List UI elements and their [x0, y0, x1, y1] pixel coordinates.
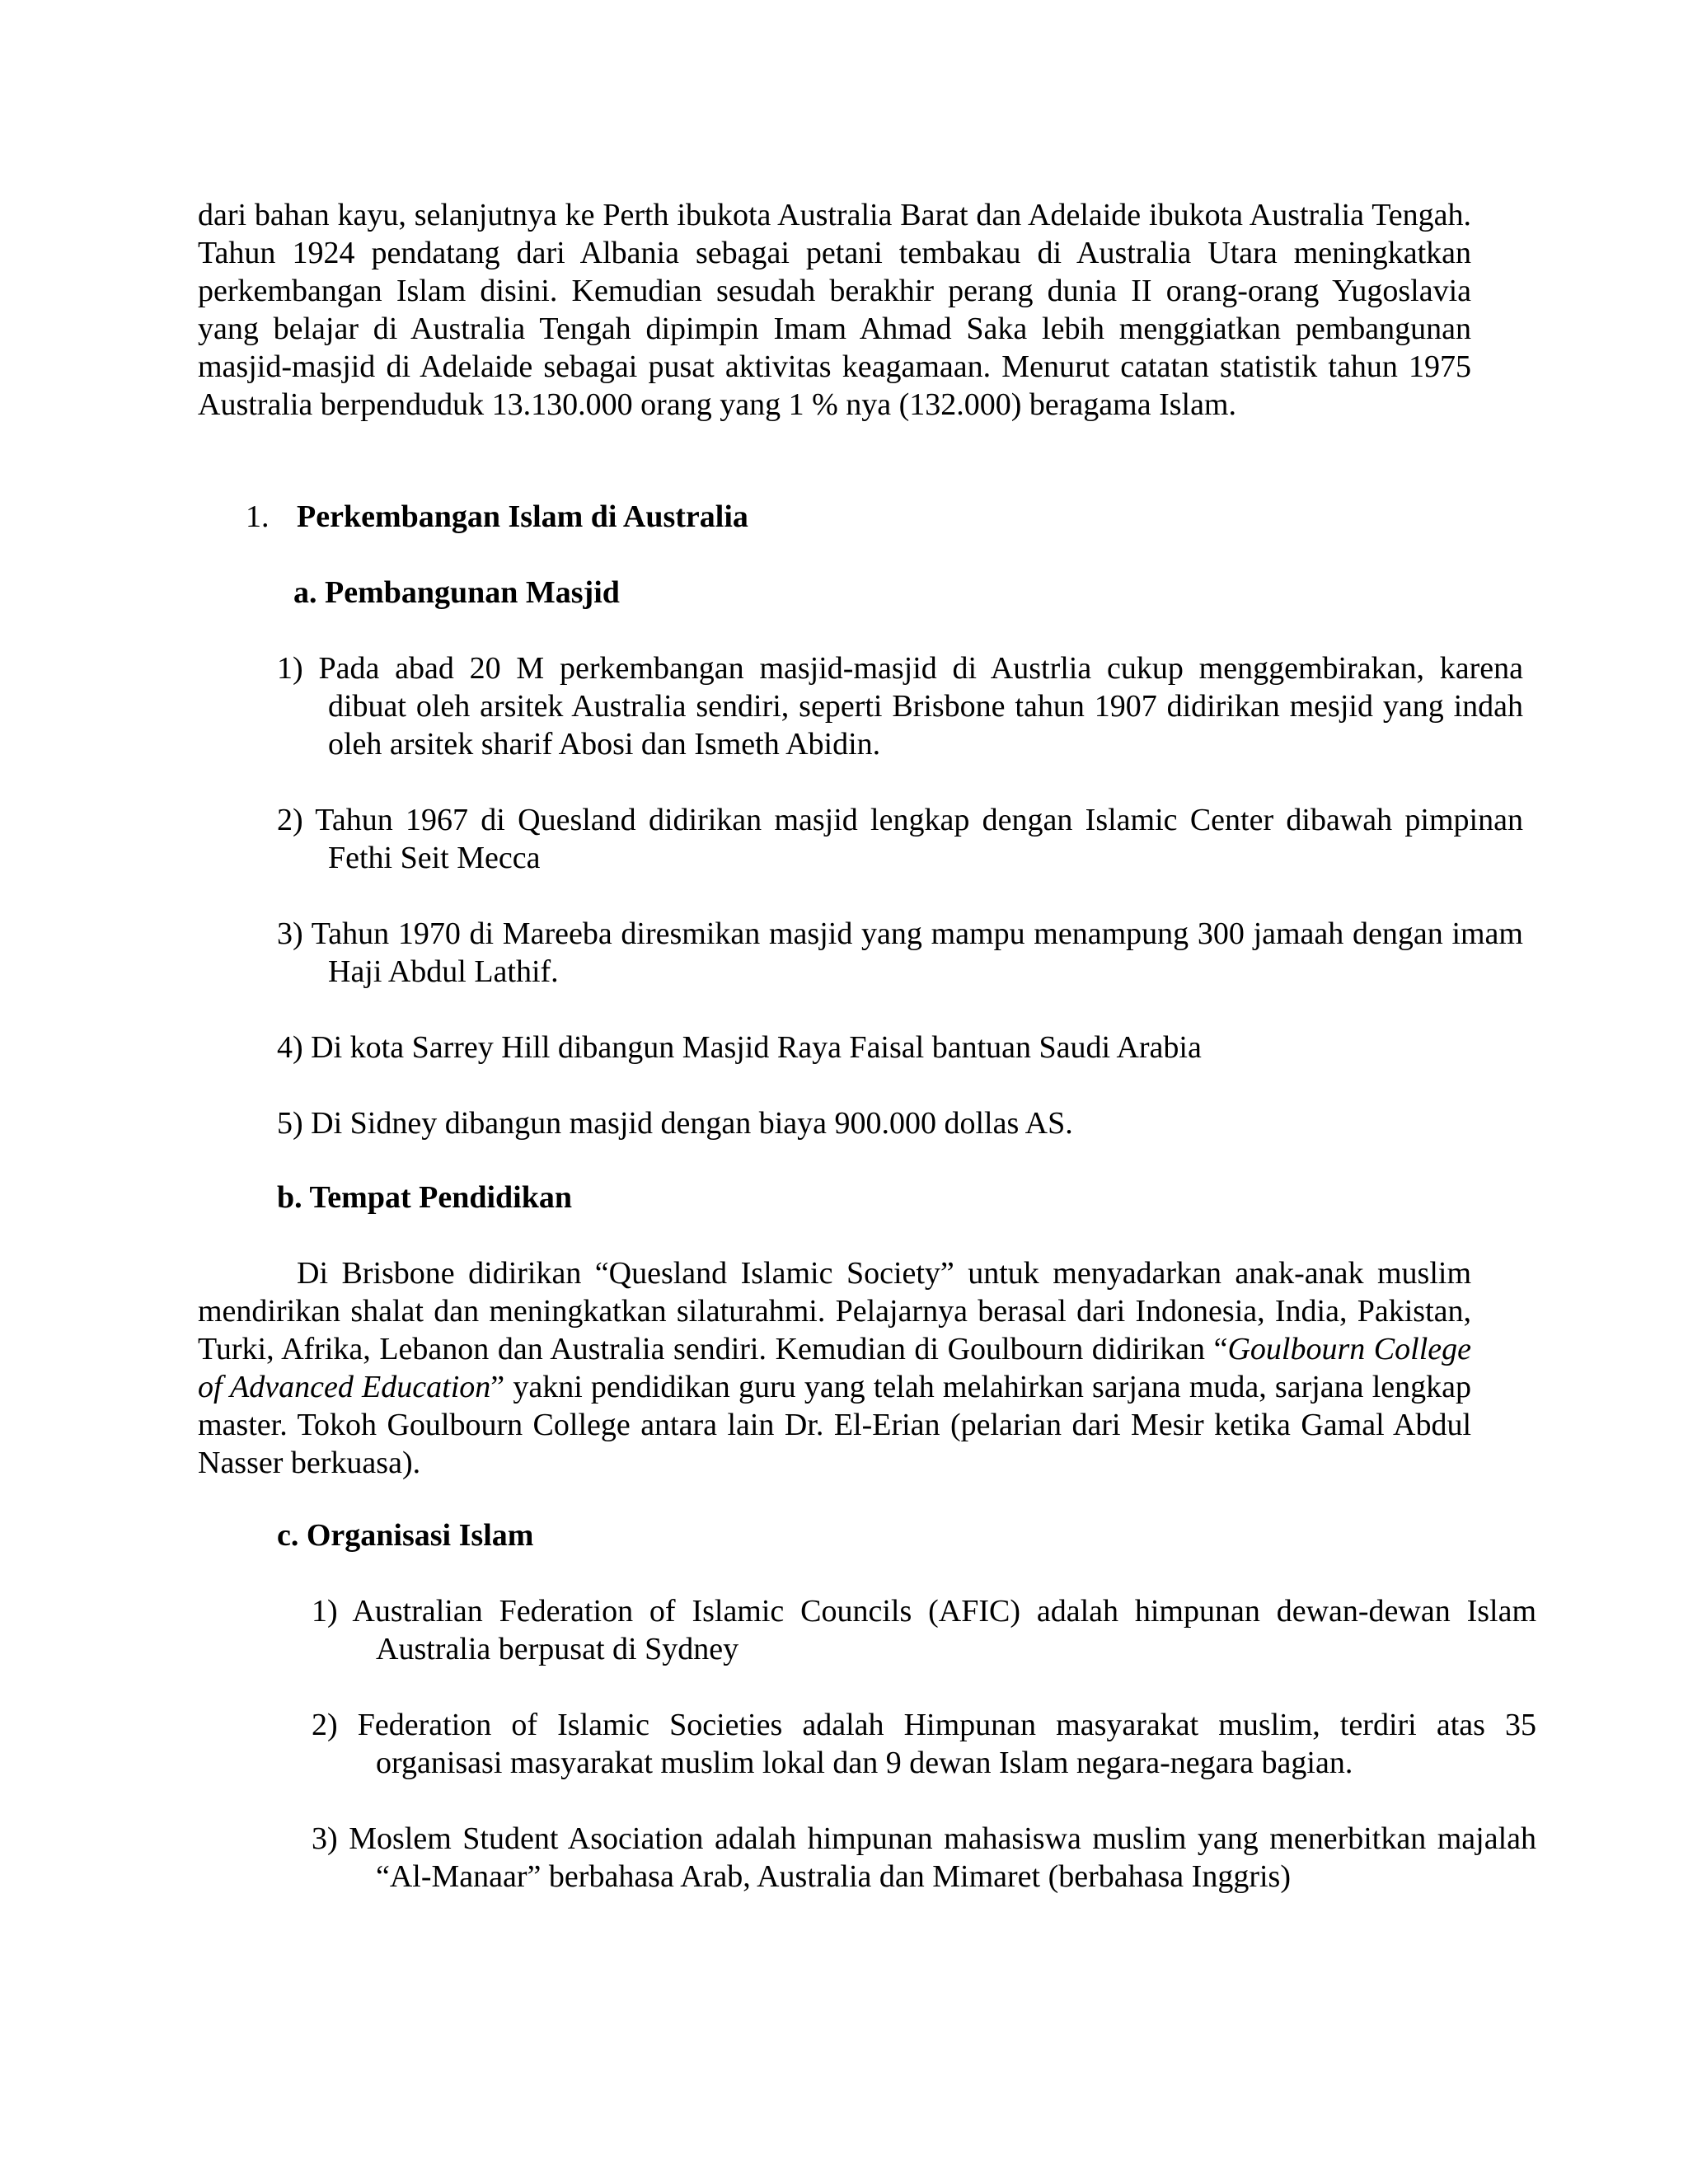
item-text: Moslem Student Asociation adalah himpunan mahasiswa muslim yang menerbitkan majalah “Al-Manaar” berbahasa Arab, Australia dan Mimaret (berbahasa Inggris) — [349, 1821, 1537, 1894]
section-1-heading — [246, 498, 748, 536]
item-number: 1) — [312, 1594, 338, 1629]
section-c-item-1 — [312, 1592, 1536, 1668]
item-text: Australian Federation of Islamic Councils (AFIC) adalah himpunan dewan-dewan Islam Australia berpusat di Sydney — [352, 1594, 1537, 1666]
item-text: Tahun 1967 di Quesland didirikan masjid lengkap dengan Islamic Center dibawah pimpinan Fethi Seit Mecca — [315, 803, 1523, 875]
item-text: Pada abad 20 M perkembangan masjid-masjid di Austrlia cukup menggembirakan, karena dibuat oleh arsitek Australia sendiri, seperti Brisbone tahun 1907 didirikan mesjid yang indah oleh arsitek sharif Abosi dan Ismeth Abidin. — [318, 651, 1524, 762]
section-c-heading: c. Organisasi Islam — [277, 1518, 534, 1553]
intro-paragraph: dari bahan kayu, selanjutnya ke Perth ibukota Australia Barat dan Adelaide ibukota Australia Tengah. Tahun 1924 pendatang dari Albania sebagai petani tembakau di Australia Utara meningkatkan perkembangan Islam disini. Kemudian sesudah berakhir perang dunia II orang-orang Yugoslavia yang belajar di Australia Tengah dipimpin Imam Ahmad Saka lebih menggiatkan pembangunan masjid-masjid di Adelaide sebagai pusat aktivitas keagamaan. Menurut catatan statistik tahun 1975 Australia berpenduduk 13.130.000 orang yang 1 % nya (132.000) beragama Islam. — [198, 198, 1471, 422]
college-name-italic: Goulbourn College of Advanced Education — [198, 1332, 1471, 1404]
item-number: 2) — [277, 803, 303, 837]
section-a-item-4 — [277, 1029, 1472, 1066]
section-a-item-5 — [277, 1104, 1472, 1142]
section-a-item-1 — [277, 649, 1523, 763]
item-number: 1) — [277, 651, 303, 686]
item-number: 2) — [312, 1708, 338, 1742]
section-c-item-2 — [312, 1706, 1536, 1782]
item-number: 5) — [277, 1106, 303, 1141]
item-number: 3) — [277, 916, 303, 951]
section-a-item-2 — [277, 801, 1523, 877]
item-number: 4) — [277, 1030, 303, 1065]
item-text: Federation of Islamic Societies adalah Himpunan masyarakat muslim, terdiri atas 35 organisasi masyarakat muslim lokal dan 9 dewan Islam negara-negara bagian. — [357, 1708, 1537, 1780]
section-a-item-3 — [277, 915, 1523, 991]
section-a-heading: a. Pembangunan Masjid — [293, 575, 620, 610]
item-text: Di kota Sarrey Hill dibangun Masjid Raya Faisal bantuan Saudi Arabia — [311, 1030, 1202, 1065]
item-number: 3) — [312, 1821, 338, 1856]
item-text: Tahun 1970 di Mareeba diresmikan masjid yang mampu menampung 300 jamaah dengan imam Haji Abdul Lathif. — [311, 916, 1523, 989]
section-b-paragraph — [198, 1254, 1471, 1482]
paragraph-text-continued: ” yakni pendidikan guru yang telah melahirkan sarjana muda, sarjana lengkap master. Tokoh Goulbourn College antara lain Dr. El-Erian (pelarian dari Mesir ketika Gamal Abdul Nasser berkuasa). — [198, 1370, 1472, 1480]
item-text: Di Sidney dibangun masjid dengan biaya 900.000 dollas AS. — [311, 1106, 1073, 1141]
paragraph-text: Di Brisbone didirikan “Quesland Islamic Society” untuk menyadarkan anak-anak muslim mendirikan shalat dan meningkatkan silaturahmi. Pelajarnya berasal dari Indonesia, India, Pakistan, Turki, Afrika, Lebanon dan Australia sendiri. Kemudian di Goulbourn didirikan “ — [198, 1256, 1471, 1366]
section-1-title: Perkembangan Islam di Australia — [297, 499, 748, 534]
section-b-heading: b. Tempat Pendidikan — [277, 1180, 572, 1215]
section-c-item-3 — [312, 1820, 1536, 1896]
section-1-number: 1. — [246, 499, 270, 534]
